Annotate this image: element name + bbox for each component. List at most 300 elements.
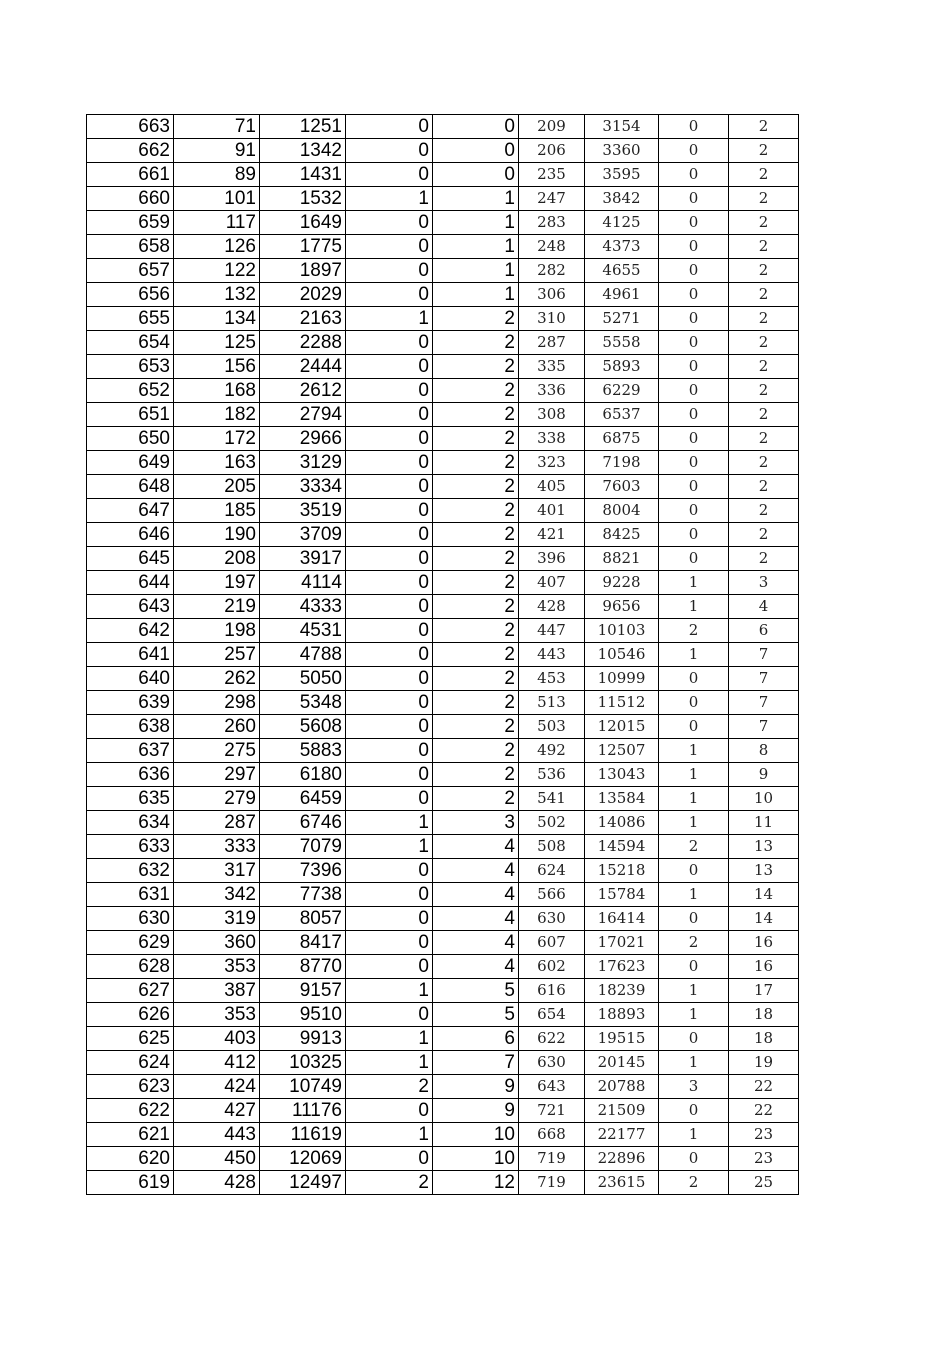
table-cell-col2[interactable]: 333 <box>174 835 260 859</box>
table-cell-col4[interactable]: 0 <box>346 571 433 595</box>
table-cell-col7[interactable]: 18239 <box>585 979 659 1003</box>
table-cell-col6[interactable]: 407 <box>519 571 585 595</box>
table-cell-col6[interactable]: 428 <box>519 595 585 619</box>
table-cell-col6[interactable]: 630 <box>519 907 585 931</box>
table-cell-col2[interactable]: 71 <box>174 115 260 139</box>
table-cell-col1[interactable]: 622 <box>87 1099 174 1123</box>
table-cell-col3[interactable]: 1251 <box>260 115 346 139</box>
table-cell-col9[interactable]: 2 <box>729 427 799 451</box>
table-cell-col5[interactable]: 2 <box>433 763 519 787</box>
table-cell-col1[interactable]: 620 <box>87 1147 174 1171</box>
table-cell-col5[interactable]: 3 <box>433 811 519 835</box>
table-cell-col8[interactable]: 1 <box>659 1123 729 1147</box>
table-cell-col4[interactable]: 0 <box>346 259 433 283</box>
table-cell-col5[interactable]: 2 <box>433 787 519 811</box>
table-cell-col4[interactable]: 1 <box>346 307 433 331</box>
table-cell-col3[interactable]: 6459 <box>260 787 346 811</box>
table-cell-col3[interactable]: 2612 <box>260 379 346 403</box>
table-cell-col3[interactable]: 2029 <box>260 283 346 307</box>
table-cell-col4[interactable]: 0 <box>346 931 433 955</box>
table-cell-col7[interactable]: 4373 <box>585 235 659 259</box>
table-cell-col6[interactable]: 508 <box>519 835 585 859</box>
table-cell-col1[interactable]: 660 <box>87 187 174 211</box>
table-cell-col8[interactable]: 2 <box>659 931 729 955</box>
table-cell-col6[interactable]: 566 <box>519 883 585 907</box>
table-cell-col9[interactable]: 2 <box>729 331 799 355</box>
table-cell-col9[interactable]: 7 <box>729 667 799 691</box>
table-cell-col5[interactable]: 4 <box>433 907 519 931</box>
table-cell-col3[interactable]: 8057 <box>260 907 346 931</box>
table-cell-col9[interactable]: 17 <box>729 979 799 1003</box>
table-cell-col1[interactable]: 644 <box>87 571 174 595</box>
table-cell-col4[interactable]: 0 <box>346 283 433 307</box>
table-cell-col6[interactable]: 306 <box>519 283 585 307</box>
table-cell-col8[interactable]: 1 <box>659 1003 729 1027</box>
table-cell-col3[interactable]: 5050 <box>260 667 346 691</box>
table-cell-col6[interactable]: 282 <box>519 259 585 283</box>
table-cell-col7[interactable]: 7603 <box>585 475 659 499</box>
table-cell-col3[interactable]: 1431 <box>260 163 346 187</box>
table-cell-col3[interactable]: 9510 <box>260 1003 346 1027</box>
table-cell-col7[interactable]: 13584 <box>585 787 659 811</box>
table-cell-col6[interactable]: 235 <box>519 163 585 187</box>
table-cell-col1[interactable]: 627 <box>87 979 174 1003</box>
table-cell-col2[interactable]: 89 <box>174 163 260 187</box>
table-cell-col3[interactable]: 8417 <box>260 931 346 955</box>
table-cell-col1[interactable]: 625 <box>87 1027 174 1051</box>
table-cell-col9[interactable]: 2 <box>729 187 799 211</box>
table-cell-col9[interactable]: 13 <box>729 835 799 859</box>
table-cell-col9[interactable]: 22 <box>729 1075 799 1099</box>
table-cell-col9[interactable]: 2 <box>729 115 799 139</box>
table-cell-col2[interactable]: 190 <box>174 523 260 547</box>
table-cell-col7[interactable]: 5558 <box>585 331 659 355</box>
table-cell-col5[interactable]: 10 <box>433 1147 519 1171</box>
table-cell-col2[interactable]: 132 <box>174 283 260 307</box>
table-cell-col4[interactable]: 2 <box>346 1171 433 1195</box>
table-cell-col5[interactable]: 2 <box>433 547 519 571</box>
table-cell-col8[interactable]: 0 <box>659 451 729 475</box>
table-cell-col4[interactable]: 0 <box>346 331 433 355</box>
table-cell-col2[interactable]: 156 <box>174 355 260 379</box>
table-cell-col6[interactable]: 541 <box>519 787 585 811</box>
table-cell-col2[interactable]: 279 <box>174 787 260 811</box>
table-cell-col5[interactable]: 4 <box>433 859 519 883</box>
table-cell-col3[interactable]: 1775 <box>260 235 346 259</box>
table-cell-col8[interactable]: 0 <box>659 331 729 355</box>
table-cell-col9[interactable]: 2 <box>729 475 799 499</box>
table-cell-col7[interactable]: 3360 <box>585 139 659 163</box>
table-cell-col8[interactable]: 0 <box>659 547 729 571</box>
table-cell-col1[interactable]: 650 <box>87 427 174 451</box>
table-cell-col9[interactable]: 2 <box>729 403 799 427</box>
table-cell-col8[interactable]: 1 <box>659 979 729 1003</box>
table-cell-col1[interactable]: 638 <box>87 715 174 739</box>
table-cell-col2[interactable]: 257 <box>174 643 260 667</box>
table-cell-col5[interactable]: 2 <box>433 403 519 427</box>
table-cell-col6[interactable]: 513 <box>519 691 585 715</box>
table-cell-col5[interactable]: 2 <box>433 643 519 667</box>
table-cell-col3[interactable]: 8770 <box>260 955 346 979</box>
table-cell-col4[interactable]: 0 <box>346 1099 433 1123</box>
table-cell-col5[interactable]: 2 <box>433 427 519 451</box>
table-cell-col1[interactable]: 663 <box>87 115 174 139</box>
table-cell-col2[interactable]: 412 <box>174 1051 260 1075</box>
table-cell-col1[interactable]: 632 <box>87 859 174 883</box>
table-cell-col4[interactable]: 0 <box>346 403 433 427</box>
table-cell-col7[interactable]: 17623 <box>585 955 659 979</box>
table-cell-col9[interactable]: 2 <box>729 379 799 403</box>
table-cell-col4[interactable]: 0 <box>346 547 433 571</box>
table-cell-col6[interactable]: 503 <box>519 715 585 739</box>
table-cell-col8[interactable]: 2 <box>659 619 729 643</box>
table-cell-col9[interactable]: 25 <box>729 1171 799 1195</box>
table-cell-col9[interactable]: 4 <box>729 595 799 619</box>
table-cell-col8[interactable]: 1 <box>659 811 729 835</box>
table-cell-col7[interactable]: 15784 <box>585 883 659 907</box>
table-cell-col4[interactable]: 0 <box>346 739 433 763</box>
table-cell-col6[interactable]: 624 <box>519 859 585 883</box>
table-cell-col1[interactable]: 647 <box>87 499 174 523</box>
table-cell-col4[interactable]: 0 <box>346 787 433 811</box>
table-cell-col7[interactable]: 21509 <box>585 1099 659 1123</box>
table-cell-col1[interactable]: 645 <box>87 547 174 571</box>
table-cell-col1[interactable]: 637 <box>87 739 174 763</box>
table-cell-col6[interactable]: 502 <box>519 811 585 835</box>
table-cell-col2[interactable]: 117 <box>174 211 260 235</box>
table-cell-col1[interactable]: 646 <box>87 523 174 547</box>
table-cell-col3[interactable]: 2288 <box>260 331 346 355</box>
table-cell-col8[interactable]: 0 <box>659 379 729 403</box>
table-cell-col2[interactable]: 172 <box>174 427 260 451</box>
table-cell-col4[interactable]: 1 <box>346 187 433 211</box>
table-cell-col2[interactable]: 182 <box>174 403 260 427</box>
table-cell-col2[interactable]: 353 <box>174 955 260 979</box>
table-cell-col1[interactable]: 649 <box>87 451 174 475</box>
table-cell-col2[interactable]: 260 <box>174 715 260 739</box>
table-cell-col1[interactable]: 648 <box>87 475 174 499</box>
table-cell-col8[interactable]: 0 <box>659 1027 729 1051</box>
table-cell-col7[interactable]: 6229 <box>585 379 659 403</box>
table-cell-col3[interactable]: 4333 <box>260 595 346 619</box>
table-cell-col5[interactable]: 7 <box>433 1051 519 1075</box>
table-cell-col9[interactable]: 2 <box>729 259 799 283</box>
table-cell-col9[interactable]: 18 <box>729 1003 799 1027</box>
table-cell-col3[interactable]: 11176 <box>260 1099 346 1123</box>
table-cell-col1[interactable]: 659 <box>87 211 174 235</box>
table-cell-col5[interactable]: 4 <box>433 883 519 907</box>
table-cell-col4[interactable]: 0 <box>346 595 433 619</box>
table-cell-col7[interactable]: 22177 <box>585 1123 659 1147</box>
table-cell-col2[interactable]: 91 <box>174 139 260 163</box>
table-cell-col5[interactable]: 2 <box>433 595 519 619</box>
table-cell-col5[interactable]: 2 <box>433 523 519 547</box>
table-cell-col9[interactable]: 7 <box>729 691 799 715</box>
table-cell-col7[interactable]: 8821 <box>585 547 659 571</box>
table-cell-col5[interactable]: 10 <box>433 1123 519 1147</box>
table-cell-col6[interactable]: 492 <box>519 739 585 763</box>
table-cell-col8[interactable]: 1 <box>659 763 729 787</box>
table-cell-col3[interactable]: 7396 <box>260 859 346 883</box>
table-cell-col3[interactable]: 2966 <box>260 427 346 451</box>
table-cell-col1[interactable]: 651 <box>87 403 174 427</box>
table-cell-col7[interactable]: 15218 <box>585 859 659 883</box>
table-cell-col7[interactable]: 10103 <box>585 619 659 643</box>
table-cell-col8[interactable]: 2 <box>659 1171 729 1195</box>
table-cell-col6[interactable]: 719 <box>519 1171 585 1195</box>
table-cell-col8[interactable]: 0 <box>659 1099 729 1123</box>
table-cell-col5[interactable]: 6 <box>433 1027 519 1051</box>
table-cell-col6[interactable]: 336 <box>519 379 585 403</box>
table-cell-col3[interactable]: 7079 <box>260 835 346 859</box>
table-cell-col4[interactable]: 0 <box>346 139 433 163</box>
table-cell-col9[interactable]: 2 <box>729 547 799 571</box>
table-cell-col9[interactable]: 2 <box>729 235 799 259</box>
table-cell-col2[interactable]: 208 <box>174 547 260 571</box>
table-cell-col1[interactable]: 658 <box>87 235 174 259</box>
table-cell-col9[interactable]: 11 <box>729 811 799 835</box>
table-cell-col7[interactable]: 4655 <box>585 259 659 283</box>
table-cell-col8[interactable]: 0 <box>659 139 729 163</box>
table-cell-col5[interactable]: 12 <box>433 1171 519 1195</box>
table-cell-col5[interactable]: 9 <box>433 1075 519 1099</box>
table-cell-col4[interactable]: 0 <box>346 955 433 979</box>
table-cell-col8[interactable]: 1 <box>659 739 729 763</box>
table-cell-col5[interactable]: 2 <box>433 715 519 739</box>
table-cell-col3[interactable]: 1342 <box>260 139 346 163</box>
table-cell-col8[interactable]: 0 <box>659 163 729 187</box>
table-cell-col4[interactable]: 0 <box>346 451 433 475</box>
table-cell-col8[interactable]: 0 <box>659 859 729 883</box>
table-cell-col2[interactable]: 298 <box>174 691 260 715</box>
table-cell-col5[interactable]: 1 <box>433 187 519 211</box>
table-cell-col2[interactable]: 287 <box>174 811 260 835</box>
table-cell-col7[interactable]: 20145 <box>585 1051 659 1075</box>
table-cell-col5[interactable]: 1 <box>433 235 519 259</box>
table-cell-col6[interactable]: 308 <box>519 403 585 427</box>
table-cell-col1[interactable]: 621 <box>87 1123 174 1147</box>
table-cell-col4[interactable]: 0 <box>346 763 433 787</box>
table-cell-col2[interactable]: 428 <box>174 1171 260 1195</box>
table-cell-col4[interactable]: 0 <box>346 907 433 931</box>
table-cell-col3[interactable]: 9157 <box>260 979 346 1003</box>
table-cell-col6[interactable]: 622 <box>519 1027 585 1051</box>
table-cell-col6[interactable]: 206 <box>519 139 585 163</box>
table-cell-col4[interactable]: 1 <box>346 1051 433 1075</box>
table-cell-col9[interactable]: 22 <box>729 1099 799 1123</box>
table-cell-col2[interactable]: 219 <box>174 595 260 619</box>
table-cell-col2[interactable]: 126 <box>174 235 260 259</box>
table-cell-col3[interactable]: 1649 <box>260 211 346 235</box>
table-cell-col3[interactable]: 3334 <box>260 475 346 499</box>
table-cell-col7[interactable]: 8004 <box>585 499 659 523</box>
table-cell-col6[interactable]: 247 <box>519 187 585 211</box>
table-cell-col8[interactable]: 1 <box>659 595 729 619</box>
table-cell-col9[interactable]: 13 <box>729 859 799 883</box>
table-cell-col1[interactable]: 643 <box>87 595 174 619</box>
table-cell-col1[interactable]: 628 <box>87 955 174 979</box>
table-cell-col9[interactable]: 10 <box>729 787 799 811</box>
table-cell-col6[interactable]: 421 <box>519 523 585 547</box>
table-cell-col8[interactable]: 0 <box>659 475 729 499</box>
table-cell-col5[interactable]: 2 <box>433 355 519 379</box>
table-cell-col1[interactable]: 640 <box>87 667 174 691</box>
table-cell-col4[interactable]: 1 <box>346 1027 433 1051</box>
table-cell-col4[interactable]: 0 <box>346 667 433 691</box>
table-cell-col2[interactable]: 122 <box>174 259 260 283</box>
table-cell-col8[interactable]: 0 <box>659 1147 729 1171</box>
table-cell-col9[interactable]: 2 <box>729 451 799 475</box>
table-cell-col3[interactable]: 4114 <box>260 571 346 595</box>
table-cell-col9[interactable]: 2 <box>729 211 799 235</box>
table-cell-col1[interactable]: 619 <box>87 1171 174 1195</box>
table-cell-col2[interactable]: 360 <box>174 931 260 955</box>
table-cell-col1[interactable]: 634 <box>87 811 174 835</box>
table-cell-col1[interactable]: 639 <box>87 691 174 715</box>
table-cell-col9[interactable]: 8 <box>729 739 799 763</box>
table-cell-col6[interactable]: 721 <box>519 1099 585 1123</box>
table-cell-col3[interactable]: 6746 <box>260 811 346 835</box>
table-cell-col5[interactable]: 1 <box>433 283 519 307</box>
table-cell-col1[interactable]: 636 <box>87 763 174 787</box>
table-cell-col8[interactable]: 1 <box>659 787 729 811</box>
table-cell-col4[interactable]: 0 <box>346 427 433 451</box>
table-cell-col7[interactable]: 5271 <box>585 307 659 331</box>
table-cell-col8[interactable]: 0 <box>659 667 729 691</box>
table-cell-col2[interactable]: 353 <box>174 1003 260 1027</box>
table-cell-col6[interactable]: 453 <box>519 667 585 691</box>
table-cell-col7[interactable]: 4961 <box>585 283 659 307</box>
table-cell-col4[interactable]: 0 <box>346 355 433 379</box>
table-cell-col2[interactable]: 262 <box>174 667 260 691</box>
table-cell-col4[interactable]: 0 <box>346 499 433 523</box>
table-cell-col5[interactable]: 0 <box>433 163 519 187</box>
table-cell-col9[interactable]: 2 <box>729 499 799 523</box>
table-cell-col2[interactable]: 387 <box>174 979 260 1003</box>
table-cell-col3[interactable]: 2794 <box>260 403 346 427</box>
table-cell-col7[interactable]: 23615 <box>585 1171 659 1195</box>
table-cell-col5[interactable]: 0 <box>433 139 519 163</box>
table-cell-col8[interactable]: 0 <box>659 715 729 739</box>
table-cell-col1[interactable]: 635 <box>87 787 174 811</box>
table-cell-col6[interactable]: 287 <box>519 331 585 355</box>
table-cell-col9[interactable]: 16 <box>729 931 799 955</box>
table-cell-col8[interactable]: 0 <box>659 283 729 307</box>
table-cell-col8[interactable]: 0 <box>659 235 729 259</box>
table-cell-col7[interactable]: 10999 <box>585 667 659 691</box>
table-cell-col7[interactable]: 8425 <box>585 523 659 547</box>
table-cell-col9[interactable]: 2 <box>729 163 799 187</box>
table-cell-col5[interactable]: 1 <box>433 259 519 283</box>
table-cell-col8[interactable]: 0 <box>659 403 729 427</box>
table-cell-col7[interactable]: 10546 <box>585 643 659 667</box>
table-cell-col1[interactable]: 630 <box>87 907 174 931</box>
table-cell-col6[interactable]: 643 <box>519 1075 585 1099</box>
table-cell-col8[interactable]: 0 <box>659 691 729 715</box>
table-cell-col2[interactable]: 403 <box>174 1027 260 1051</box>
table-cell-col2[interactable]: 185 <box>174 499 260 523</box>
table-cell-col4[interactable]: 0 <box>346 1003 433 1027</box>
table-cell-col7[interactable]: 17021 <box>585 931 659 955</box>
table-cell-col2[interactable]: 101 <box>174 187 260 211</box>
table-cell-col9[interactable]: 16 <box>729 955 799 979</box>
table-cell-col5[interactable]: 2 <box>433 667 519 691</box>
table-cell-col2[interactable]: 319 <box>174 907 260 931</box>
table-cell-col6[interactable]: 209 <box>519 115 585 139</box>
table-cell-col3[interactable]: 3917 <box>260 547 346 571</box>
table-cell-col5[interactable]: 2 <box>433 307 519 331</box>
table-cell-col2[interactable]: 125 <box>174 331 260 355</box>
table-cell-col1[interactable]: 662 <box>87 139 174 163</box>
table-cell-col8[interactable]: 0 <box>659 427 729 451</box>
table-cell-col9[interactable]: 7 <box>729 715 799 739</box>
table-cell-col4[interactable]: 0 <box>346 859 433 883</box>
table-cell-col8[interactable]: 0 <box>659 499 729 523</box>
table-cell-col7[interactable]: 14086 <box>585 811 659 835</box>
table-cell-col8[interactable]: 2 <box>659 835 729 859</box>
table-cell-col4[interactable]: 0 <box>346 475 433 499</box>
table-cell-col1[interactable]: 655 <box>87 307 174 331</box>
table-cell-col8[interactable]: 0 <box>659 907 729 931</box>
table-cell-col8[interactable]: 1 <box>659 571 729 595</box>
table-cell-col6[interactable]: 607 <box>519 931 585 955</box>
table-cell-col6[interactable]: 401 <box>519 499 585 523</box>
table-cell-col2[interactable]: 427 <box>174 1099 260 1123</box>
table-cell-col7[interactable]: 14594 <box>585 835 659 859</box>
table-cell-col2[interactable]: 163 <box>174 451 260 475</box>
table-cell-col8[interactable]: 0 <box>659 955 729 979</box>
table-cell-col9[interactable]: 6 <box>729 619 799 643</box>
table-cell-col3[interactable]: 3709 <box>260 523 346 547</box>
table-cell-col4[interactable]: 1 <box>346 1123 433 1147</box>
table-cell-col1[interactable]: 623 <box>87 1075 174 1099</box>
table-cell-col3[interactable]: 10749 <box>260 1075 346 1099</box>
table-cell-col8[interactable]: 0 <box>659 523 729 547</box>
table-cell-col3[interactable]: 6180 <box>260 763 346 787</box>
table-cell-col7[interactable]: 13043 <box>585 763 659 787</box>
table-cell-col8[interactable]: 0 <box>659 355 729 379</box>
table-cell-col7[interactable]: 18893 <box>585 1003 659 1027</box>
table-cell-col2[interactable]: 197 <box>174 571 260 595</box>
table-cell-col4[interactable]: 0 <box>346 691 433 715</box>
table-cell-col2[interactable]: 424 <box>174 1075 260 1099</box>
table-cell-col5[interactable]: 9 <box>433 1099 519 1123</box>
table-cell-col5[interactable]: 2 <box>433 499 519 523</box>
table-cell-col6[interactable]: 616 <box>519 979 585 1003</box>
table-cell-col3[interactable]: 3519 <box>260 499 346 523</box>
table-cell-col5[interactable]: 5 <box>433 1003 519 1027</box>
table-cell-col1[interactable]: 626 <box>87 1003 174 1027</box>
table-cell-col9[interactable]: 2 <box>729 355 799 379</box>
table-cell-col3[interactable]: 4531 <box>260 619 346 643</box>
table-cell-col4[interactable]: 0 <box>346 211 433 235</box>
table-cell-col9[interactable]: 14 <box>729 883 799 907</box>
table-cell-col2[interactable]: 198 <box>174 619 260 643</box>
table-cell-col6[interactable]: 338 <box>519 427 585 451</box>
table-cell-col3[interactable]: 7738 <box>260 883 346 907</box>
table-cell-col1[interactable]: 661 <box>87 163 174 187</box>
table-cell-col4[interactable]: 1 <box>346 835 433 859</box>
table-cell-col4[interactable]: 0 <box>346 619 433 643</box>
table-cell-col7[interactable]: 19515 <box>585 1027 659 1051</box>
table-cell-col4[interactable]: 0 <box>346 883 433 907</box>
table-cell-col3[interactable]: 2444 <box>260 355 346 379</box>
table-cell-col4[interactable]: 0 <box>346 715 433 739</box>
table-cell-col1[interactable]: 656 <box>87 283 174 307</box>
table-cell-col7[interactable]: 11512 <box>585 691 659 715</box>
table-cell-col4[interactable]: 0 <box>346 523 433 547</box>
table-cell-col5[interactable]: 2 <box>433 571 519 595</box>
